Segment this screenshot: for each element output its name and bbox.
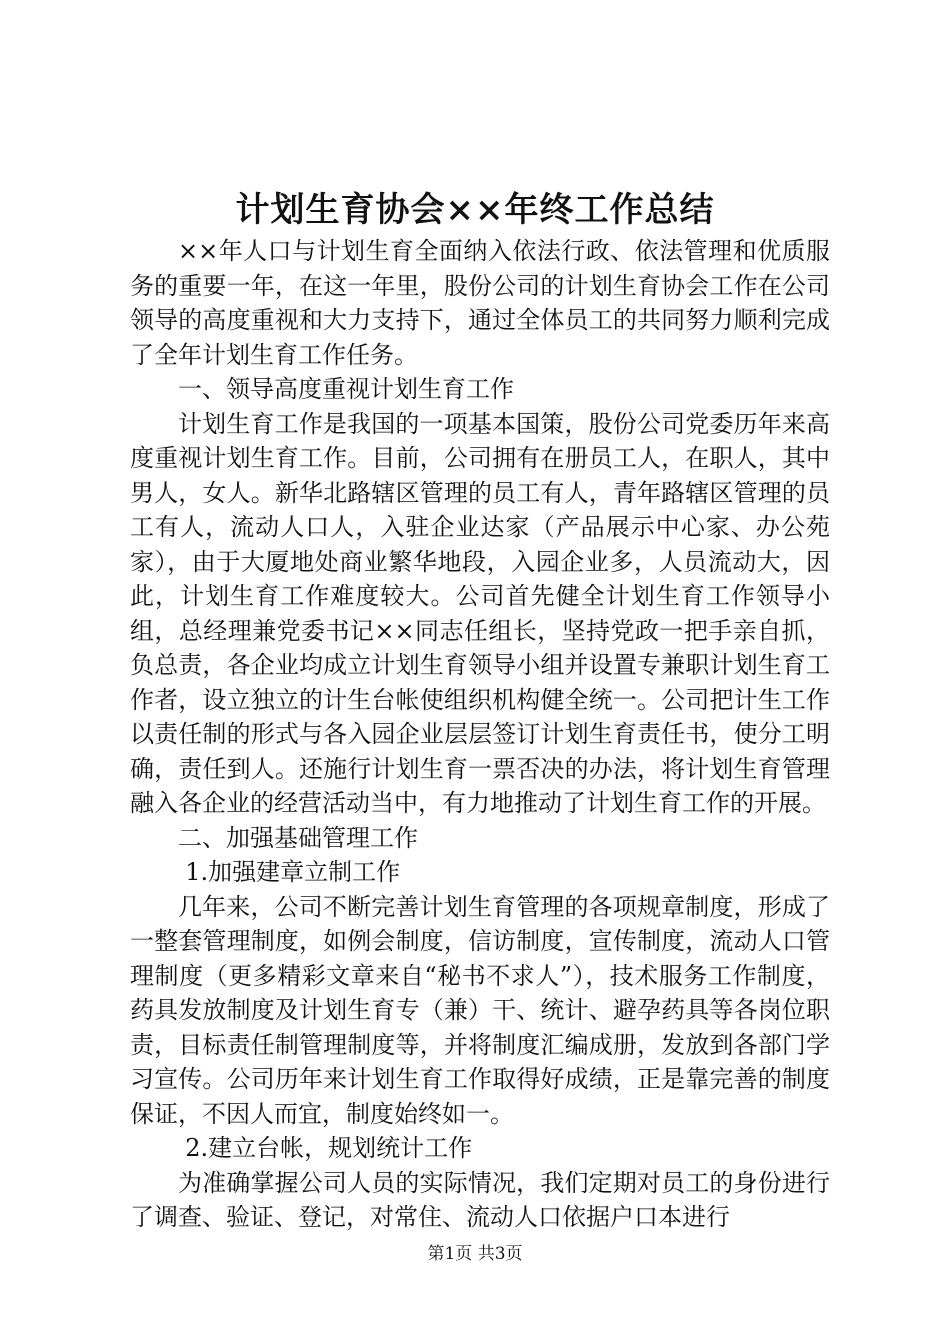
subsection-heading-2-1: 1.加强建章立制工作 [185, 858, 401, 886]
page-number-footer: 第1页 共3页 [427, 1244, 523, 1264]
intro-paragraph: ××年人口与计划生育全面纳入依法行政、依法管理和优质服务的重要一年，在这一年里，股份公司的计划生育协会工作在公司领导的高度重视和大力支持下，通过全体员工的共同努力顺利完成了全年计划生育工作任务。 [130, 237, 830, 369]
document-body [130, 234, 830, 1235]
section-heading-1: 一、领导高度重视计划生育工作 [178, 375, 514, 403]
subsection-2-2-paragraph: 为准确掌握公司人员的实际情况，我们定期对员工的身份进行了调查、验证、登记，对常住、流动人口依据户口本进行 [130, 1168, 830, 1231]
subsection-2-1-paragraph: 几年来，公司不断完善计划生育管理的各项规章制度，形成了一整套管理制度，如例会制度，信访制度，宣传制度，流动人口管理制度（更多精彩文章来自“秘书不求人”），技术服务工作制度，药具发放制度及计划生育专（兼）干、统计、避孕药具等各岗位职责，目标责任制管理制度等，并将制度汇编成册，发放到各部门学习宣传。公司历年来计划生育工作取得好成绩，正是靠完善的制度保证，不因人而宜，制度始终如一。 [130, 892, 830, 1128]
section-1-paragraph: 计划生育工作是我国的一项基本国策，股份公司党委历年来高度重视计划生育工作。目前，公司拥有在册员工人，在职人，其中男人，女人。新华北路辖区管理的员工有人，青年路辖区管理的员工有人，流动人口人，入驻企业达家（产品展示中心家、办公苑家），由于大厦地处商业繁华地段，入园企业多，人员流动大，因此，计划生育工作难度较大。公司首先健全计划生育工作领导小组，总经理兼党委书记××同志任组长，坚持党政一把手亲自抓，负总责，各企业均成立计划生育领导小组并设置专兼职计划生育工作者，设立独立的计生台帐使组织机构健全统一。公司把计生工作以责任制的形式与各入园企业层层签订计划生育责任书，使分工明确，责任到人。还施行计划生育一票否决的办法，将计划生育管理融入各企业的经营活动当中，有力地推动了计划生育工作的开展。 [130, 409, 830, 817]
document-title: 计划生育协会××年终工作总结 [235, 190, 715, 230]
subsection-heading-2-2: 2.建立台帐，规划统计工作 [185, 1134, 473, 1162]
section-heading-2: 二、加强基础管理工作 [178, 823, 418, 852]
